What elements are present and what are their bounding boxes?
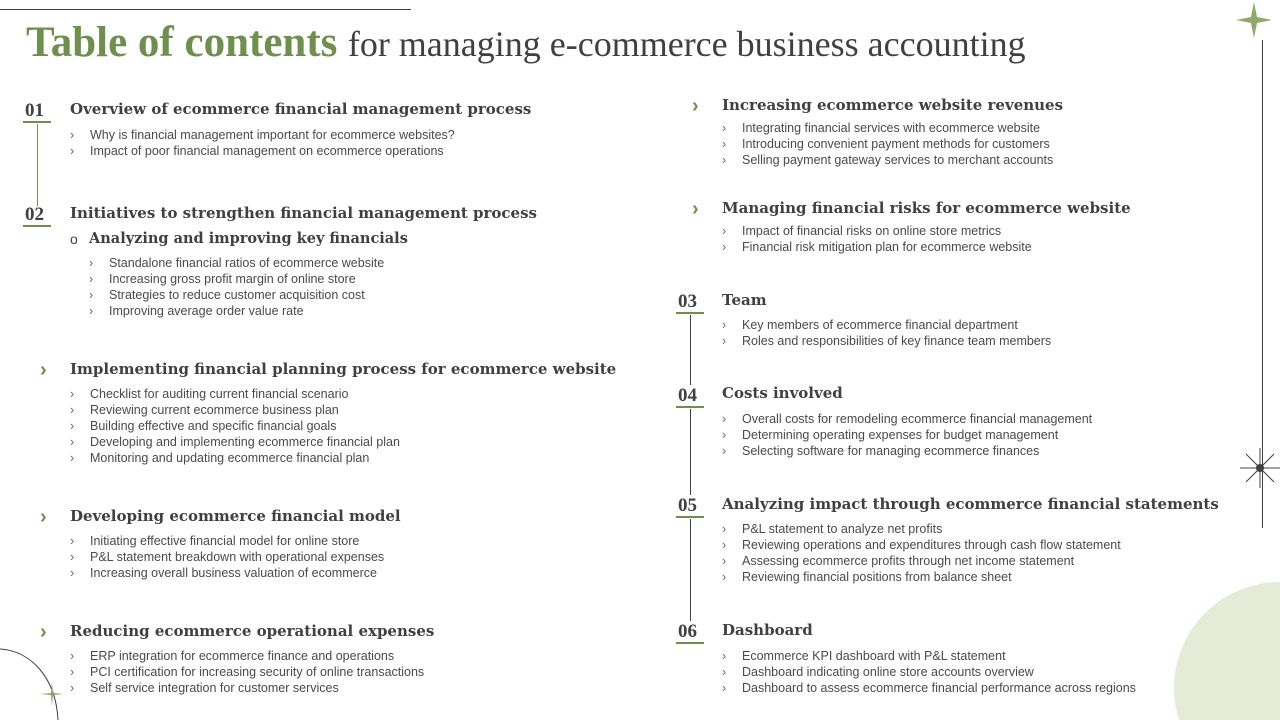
bullet-chevron-icon: › bbox=[89, 288, 94, 302]
list-item[interactable]: › Increasing overall business valuation of ecommerce bbox=[70, 566, 377, 580]
section-items-team bbox=[722, 317, 1051, 349]
title-main: Table of contents bbox=[26, 19, 338, 66]
section-items-model bbox=[70, 533, 384, 581]
list-item[interactable]: › Strategies to reduce customer acquisition cost bbox=[89, 288, 365, 302]
section-items-overview bbox=[70, 127, 455, 159]
bullet-chevron-icon: › bbox=[89, 272, 94, 286]
list-item[interactable]: › Roles and responsibilities of key finance team members bbox=[722, 334, 1052, 348]
section-number-underline bbox=[676, 406, 704, 408]
corner-arc-decoration bbox=[0, 645, 70, 720]
section-items-statements bbox=[722, 521, 1121, 585]
bullet-chevron-icon: › bbox=[70, 387, 75, 401]
chevron-right-icon: › bbox=[40, 359, 47, 381]
bullet-chevron-icon: › bbox=[722, 224, 727, 238]
bullet-chevron-icon: › bbox=[70, 665, 75, 679]
section-items-expenses bbox=[70, 648, 424, 696]
list-item[interactable]: › Developing and implementing ecommerce financial plan bbox=[70, 435, 400, 449]
list-item[interactable]: › Integrating financial services with ecommerce website bbox=[722, 121, 1041, 135]
list-item[interactable]: › Reviewing operations and expenditures through cash flow statement bbox=[722, 538, 1121, 552]
bullet-chevron-icon: › bbox=[722, 428, 727, 442]
section-items-risks bbox=[722, 223, 1032, 255]
list-item[interactable]: › Reviewing current ecommerce business plan bbox=[70, 403, 339, 417]
page-title bbox=[26, 18, 1026, 67]
bullet-chevron-icon: › bbox=[70, 419, 75, 433]
section-number-02: 02 bbox=[25, 204, 44, 225]
section-heading-statements[interactable]: Analyzing impact through ecommerce financial statements bbox=[722, 495, 1219, 513]
section-heading-model[interactable]: Developing ecommerce financial model bbox=[70, 507, 401, 525]
bullet-chevron-icon: › bbox=[722, 444, 727, 458]
section-heading-revenues[interactable]: Increasing ecommerce website revenues bbox=[722, 96, 1064, 114]
list-item[interactable]: › Why is financial management important for ecommerce websites? bbox=[70, 128, 455, 142]
bullet-chevron-icon: › bbox=[70, 649, 75, 663]
section-number-01: 01 bbox=[25, 100, 44, 121]
section-heading-initiatives[interactable]: Initiatives to strengthen financial management process bbox=[70, 204, 537, 222]
bullet-chevron-icon: › bbox=[70, 681, 75, 695]
bullet-chevron-icon: › bbox=[70, 128, 75, 142]
list-item[interactable]: › Financial risk mitigation plan for ecommerce website bbox=[722, 240, 1032, 254]
list-item[interactable]: › Determining operating expenses for budget management bbox=[722, 428, 1059, 442]
decorative-circle bbox=[1170, 578, 1280, 720]
list-item[interactable]: › Self service integration for customer services bbox=[70, 681, 339, 695]
list-item[interactable]: › Impact of poor financial management on ecommerce operations bbox=[70, 144, 444, 158]
list-item[interactable]: › Selling payment gateway services to merchant accounts bbox=[722, 153, 1054, 167]
bullet-chevron-icon: › bbox=[722, 665, 727, 679]
section-number-04: 04 bbox=[678, 385, 697, 406]
top-divider-line bbox=[0, 9, 411, 10]
list-item[interactable]: › Improving average order value rate bbox=[89, 304, 304, 318]
section-number-05: 05 bbox=[678, 495, 697, 516]
list-item[interactable]: › ERP integration for ecommerce finance and operations bbox=[70, 649, 395, 663]
bullet-chevron-icon: › bbox=[722, 121, 727, 135]
section-heading-planning[interactable]: Implementing financial planning process for ecommerce website bbox=[70, 360, 617, 378]
chevron-right-icon: › bbox=[40, 506, 47, 528]
section-heading-costs[interactable]: Costs involved bbox=[722, 384, 843, 402]
bullet-chevron-icon: › bbox=[89, 256, 94, 270]
timeline-connector bbox=[37, 124, 38, 206]
section-items-revenues bbox=[722, 120, 1053, 168]
list-item[interactable]: › Initiating effective financial model for online store bbox=[70, 534, 360, 548]
section-heading-team[interactable]: Team bbox=[722, 291, 767, 309]
bullet-chevron-icon: › bbox=[722, 240, 727, 254]
section-number-underline bbox=[676, 312, 704, 314]
list-item[interactable]: › Overall costs for remodeling ecommerce financial management bbox=[722, 412, 1093, 426]
compass-star-icon bbox=[1240, 448, 1280, 488]
list-item[interactable]: › Assessing ecommerce profits through net income statement bbox=[722, 554, 1075, 568]
bullet-chevron-icon: › bbox=[70, 550, 75, 564]
bullet-chevron-icon: › bbox=[722, 153, 727, 167]
subsection-heading-key-financials[interactable]: Analyzing and improving key financials bbox=[89, 230, 408, 247]
list-item[interactable]: › Dashboard to assess ecommerce financial performance across regions bbox=[722, 681, 1136, 695]
list-item[interactable]: › PCI certification for increasing security of online transactions bbox=[70, 665, 425, 679]
bullet-chevron-icon: › bbox=[722, 137, 727, 151]
section-items-dashboard bbox=[722, 648, 1136, 696]
bullet-chevron-icon: › bbox=[722, 412, 727, 426]
list-item[interactable]: › Checklist for auditing current financial scenario bbox=[70, 387, 349, 401]
bullet-chevron-icon: › bbox=[722, 681, 727, 695]
bullet-chevron-icon: › bbox=[89, 304, 94, 318]
bullet-chevron-icon: › bbox=[722, 538, 727, 552]
section-heading-risks[interactable]: Managing financial risks for ecommerce website bbox=[722, 199, 1131, 217]
bullet-chevron-icon: › bbox=[70, 403, 75, 417]
bullet-chevron-icon: › bbox=[70, 451, 75, 465]
section-number-03: 03 bbox=[678, 291, 697, 312]
list-item[interactable]: › Standalone financial ratios of ecommerce website bbox=[89, 256, 385, 270]
section-number-underline bbox=[676, 516, 704, 518]
list-item[interactable]: › Introducing convenient payment methods for customers bbox=[722, 137, 1050, 151]
bullet-chevron-icon: › bbox=[722, 554, 727, 568]
list-item[interactable]: › P&L statement to analyze net profits bbox=[722, 522, 943, 536]
section-heading-expenses[interactable]: Reducing ecommerce operational expenses bbox=[70, 622, 435, 640]
timeline-connector bbox=[690, 315, 691, 385]
section-number-06: 06 bbox=[678, 621, 697, 642]
sparkle-star-icon bbox=[1236, 2, 1272, 38]
subsection-items-key-financials bbox=[89, 255, 384, 319]
list-item[interactable]: › P&L statement breakdown with operational expenses bbox=[70, 550, 385, 564]
title-subtitle: for managing e-commerce business accounting bbox=[347, 24, 1026, 64]
section-number-underline bbox=[676, 642, 704, 644]
section-heading-overview[interactable]: Overview of ecommerce financial management process bbox=[70, 100, 532, 118]
section-number-underline bbox=[23, 121, 51, 123]
list-item[interactable]: › Increasing gross profit margin of online store bbox=[89, 272, 356, 286]
section-number-underline bbox=[23, 225, 51, 227]
list-item[interactable]: › Key members of ecommerce financial department bbox=[722, 318, 1018, 332]
timeline-connector bbox=[690, 409, 691, 495]
bullet-chevron-icon: › bbox=[722, 318, 727, 332]
timeline-connector bbox=[690, 519, 691, 621]
list-item[interactable]: › Reviewing financial positions from balance sheet bbox=[722, 570, 1012, 584]
bullet-chevron-icon: › bbox=[722, 334, 727, 348]
chevron-right-icon: › bbox=[692, 198, 699, 220]
bullet-chevron-icon: › bbox=[722, 522, 727, 536]
list-item[interactable]: › Selecting software for managing ecommerce finances bbox=[722, 444, 1040, 458]
section-heading-dashboard[interactable]: Dashboard bbox=[722, 621, 813, 639]
bullet-chevron-icon: › bbox=[722, 649, 727, 663]
bullet-chevron-icon: › bbox=[722, 570, 727, 584]
bullet-chevron-icon: › bbox=[70, 566, 75, 580]
list-item[interactable]: › Monitoring and updating ecommerce financial plan bbox=[70, 451, 370, 465]
section-items-costs bbox=[722, 411, 1092, 459]
list-item[interactable]: › Building effective and specific financial goals bbox=[70, 419, 337, 433]
section-items-planning bbox=[70, 386, 400, 466]
bullet-chevron-icon: › bbox=[70, 144, 75, 158]
list-item[interactable]: › Impact of financial risks on online store metrics bbox=[722, 224, 1002, 238]
bullet-chevron-icon: › bbox=[70, 534, 75, 548]
circle-bullet-icon: o bbox=[70, 231, 78, 247]
list-item[interactable]: › Dashboard indicating online store accounts overview bbox=[722, 665, 1034, 679]
bullet-chevron-icon: › bbox=[70, 435, 75, 449]
list-item[interactable]: › Ecommerce KPI dashboard with P&L statement bbox=[722, 649, 1006, 663]
chevron-right-icon: › bbox=[40, 621, 47, 643]
chevron-right-icon: › bbox=[692, 95, 699, 117]
